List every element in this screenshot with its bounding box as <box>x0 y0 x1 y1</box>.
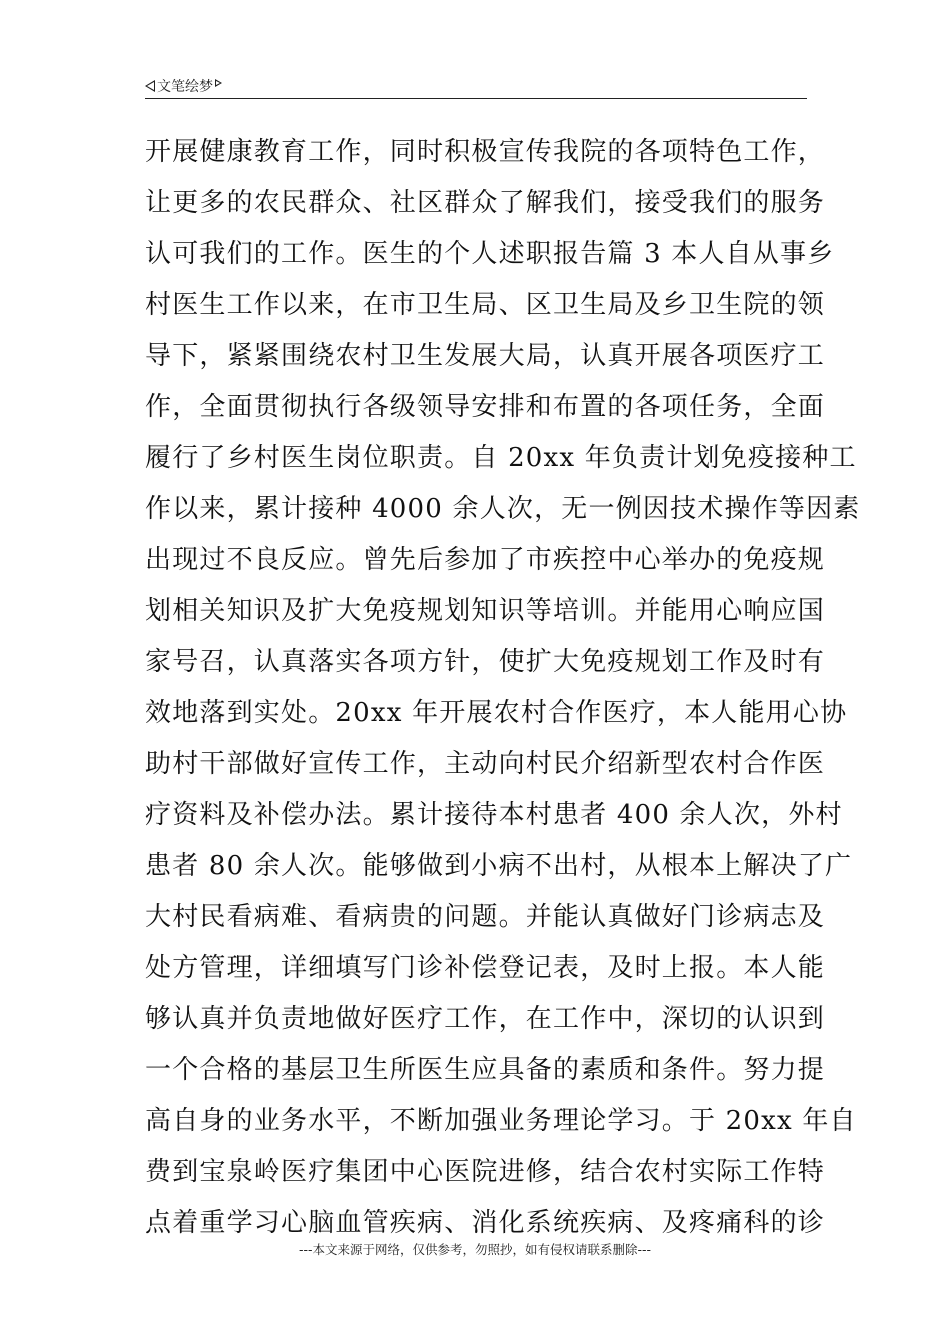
body-line: 家号召，认真落实各项方针，使扩大免疫规划工作及时有 <box>145 647 826 677</box>
body-line: 费到宝泉岭医疗集团中心医院进修，结合农村实际工作特 <box>145 1157 826 1187</box>
footer-disclaimer: ---本文来源于网络，仅供参考，勿照抄，如有侵权请联系删除--- <box>298 1242 652 1257</box>
body-line: 作，全面贯彻执行各级领导安排和布置的各项任务，全面 <box>145 392 826 422</box>
body-line: 村医生工作以来，在市卫生局、区卫生局及乡卫生院的领 <box>145 290 826 320</box>
body-line: 一个合格的基层卫生所医生应具备的素质和条件。努力提 <box>145 1055 826 1085</box>
body-line: 认可我们的工作。医生的个人述职报告篇 3 本人自从事乡 <box>145 239 835 269</box>
page-header <box>145 74 807 99</box>
body-line: 让更多的农民群众、社区群众了解我们，接受我们的服务 <box>145 188 826 218</box>
header-title: 文笔绘梦 <box>157 79 213 95</box>
body-line: 出现过不良反应。曾先后参加了市疾控中心举办的免疫规 <box>145 545 826 575</box>
body-line: 助村干部做好宣传工作，主动向村民介绍新型农村合作医 <box>145 749 826 779</box>
body-line: 点着重学习心脑血管疾病、消化系统疾病、及疼痛科的诊 <box>145 1208 826 1238</box>
body-line: 大村民看病难、看病贵的问题。并能认真做好门诊病志及 <box>145 902 826 932</box>
body-line: 疗资料及补偿办法。累计接待本村患者 400 余人次，外村 <box>145 800 843 830</box>
body-line: 导下，紧紧围绕农村卫生发展大局，认真开展各项医疗工 <box>145 341 826 371</box>
body-line: 效地落到实处。20xx 年开展农村合作医疗，本人能用心协 <box>145 698 848 728</box>
body-line: 高自身的业务水平，不断加强业务理论学习。于 20xx 年自 <box>145 1106 857 1136</box>
document-body <box>145 127 861 1249</box>
body-line: 履行了乡村医生岗位职责。自 20xx 年负责计划免疫接种工 <box>145 443 857 473</box>
body-line: 患者 80 余人次。能够做到小病不出村，从根本上解决了广 <box>145 851 853 881</box>
body-line: 够认真并负责地做好医疗工作，在工作中，深切的认识到 <box>145 1004 826 1034</box>
body-line: 开展健康教育工作，同时积极宣传我院的各项特色工作， <box>145 137 826 167</box>
triangle-right-icon <box>215 79 222 87</box>
body-line: 处方管理，详细填写门诊补偿登记表，及时上报。本人能 <box>145 953 826 983</box>
triangle-left-icon <box>145 80 155 92</box>
body-line: 划相关知识及扩大免疫规划知识等培训。并能用心响应国 <box>145 596 826 626</box>
header-title-row <box>145 76 222 96</box>
body-line: 作以来，累计接种 4000 余人次，无一例因技术操作等因素 <box>145 494 861 524</box>
